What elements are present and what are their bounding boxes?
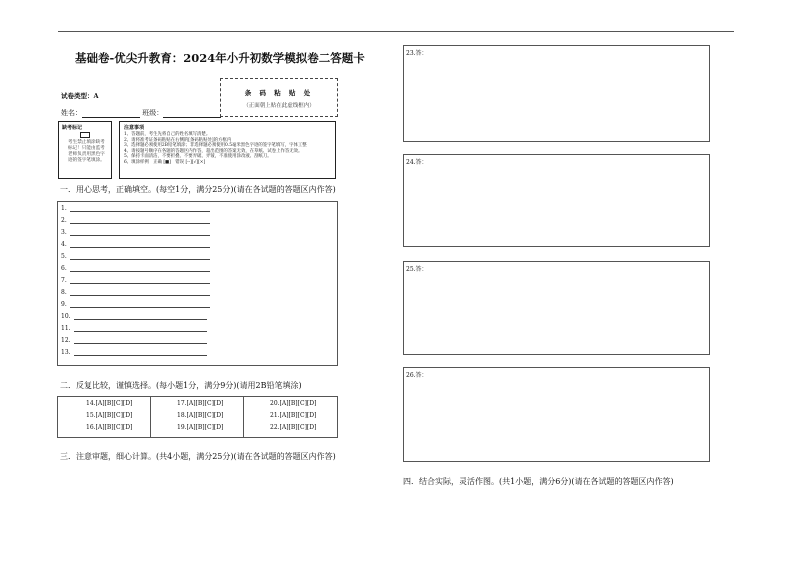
choice-option[interactable]: 18.[A][B][C][D] [177, 412, 224, 419]
blank-row[interactable]: 10. [61, 313, 207, 320]
answer-box-25[interactable] [403, 261, 710, 355]
blank-row[interactable]: 9. [61, 301, 210, 308]
name-class-line [61, 108, 221, 118]
choice-area [57, 396, 338, 438]
answer-label: 25.答： [406, 266, 428, 273]
section-1-heading: 一．用心思考，正确填空。(每空1分，满分25分)(请在各试题的答题区内作答) [60, 185, 336, 194]
blank-row[interactable]: 5. [61, 253, 210, 260]
blank-row[interactable]: 4. [61, 241, 210, 248]
choice-option[interactable]: 22.[A][B][C][D] [270, 424, 317, 431]
blank-row[interactable]: 3. [61, 229, 210, 236]
section-4-heading: 四．结合实际，灵活作图。(共1小题，满分6分)(请在各试题的答题区内作答) [403, 477, 674, 486]
choice-option[interactable]: 16.[A][B][C][D] [86, 424, 133, 431]
class-label: 班级： [142, 109, 164, 117]
answer-box-26[interactable] [403, 367, 710, 462]
column-divider [243, 397, 244, 437]
blank-row[interactable]: 1. [61, 205, 210, 212]
section-3-heading: 三．注意审题，细心计算。(共4小题，满分25分)(请在各试题的答题区内作答) [60, 452, 336, 461]
answer-box-23[interactable] [403, 45, 710, 142]
choice-option[interactable]: 20.[A][B][C][D] [270, 400, 317, 407]
choice-option[interactable]: 17.[A][B][C][D] [177, 400, 224, 407]
name-field[interactable] [82, 110, 140, 118]
absent-mark-checkbox[interactable] [80, 132, 90, 138]
answer-label: 24.答： [406, 159, 428, 166]
answer-label: 23.答： [406, 50, 428, 57]
notes-item: 1、答题前，考生先将自己的姓名填写清楚。 [124, 132, 211, 137]
notes-item: 5、保持卡面清洁，不要折叠、不要弄破、弄皱，不准使用涂改液、刮纸刀。 [124, 154, 272, 160]
notes-box [119, 121, 336, 179]
name-label: 姓名： [61, 109, 82, 117]
blank-row[interactable]: 13. [61, 349, 207, 356]
absent-mark-desc: 考生禁止填涂缺考标记！只能由监考老师负责用黑色字迹的签字笔填涂。 [68, 140, 105, 163]
barcode-title: 条 码 粘 贴 处 [244, 89, 314, 97]
column-divider [150, 397, 151, 437]
blank-row[interactable]: 2. [61, 217, 210, 224]
fill-blank-area [57, 201, 338, 366]
blank-row[interactable]: 12. [61, 337, 207, 344]
answer-label: 26.答： [406, 372, 428, 379]
section-2-heading: 二．反复比较，谨慎选择。(每小题1分，满分9分)(请用2B铅笔填涂) [60, 381, 302, 390]
notes-title: 注意事项 [124, 125, 145, 131]
answer-box-24[interactable] [403, 154, 710, 247]
notes-item: 6、填涂样例 正确 [■] 错误 [--][√][×] [124, 159, 206, 165]
choice-option[interactable]: 15.[A][B][C][D] [86, 412, 133, 419]
absent-mark-label: 缺考标记 [62, 125, 83, 131]
choice-option[interactable]: 21.[A][B][C][D] [270, 412, 317, 419]
class-field[interactable] [163, 110, 221, 118]
absent-mark-box [58, 121, 112, 179]
notes-item: 3、选择题必须使用2B铅笔填涂；非选择题必须使用0.5毫米黑色字迹的签字笔填写，字体工整 [124, 143, 307, 149]
barcode-note: （正面朝上贴在此虚线框内） [243, 103, 315, 109]
barcode-area [220, 78, 338, 117]
choice-option[interactable]: 14.[A][B][C][D] [86, 400, 133, 407]
top-rule [58, 31, 734, 32]
blank-row[interactable]: 6. [61, 265, 210, 272]
choice-option[interactable]: 19.[A][B][C][D] [177, 424, 224, 431]
page-title: 基础卷-优尖升教育：2024年小升初数学模拟卷二答题卡 [75, 51, 365, 65]
blank-row[interactable]: 11. [61, 325, 207, 332]
blank-row[interactable]: 7. [61, 277, 210, 284]
paper-type: 试卷类型：A [61, 92, 99, 100]
blank-row[interactable]: 8. [61, 289, 210, 296]
notes-item: 4、请按题号顺序在各题的答题区内作答，超出范围的答案无效，在草纸、试卷上作答无效。 [124, 148, 303, 154]
notes-item: 2、请将准考证条码粘贴在右侧的[条码粘贴处]的方框内 [124, 137, 232, 143]
